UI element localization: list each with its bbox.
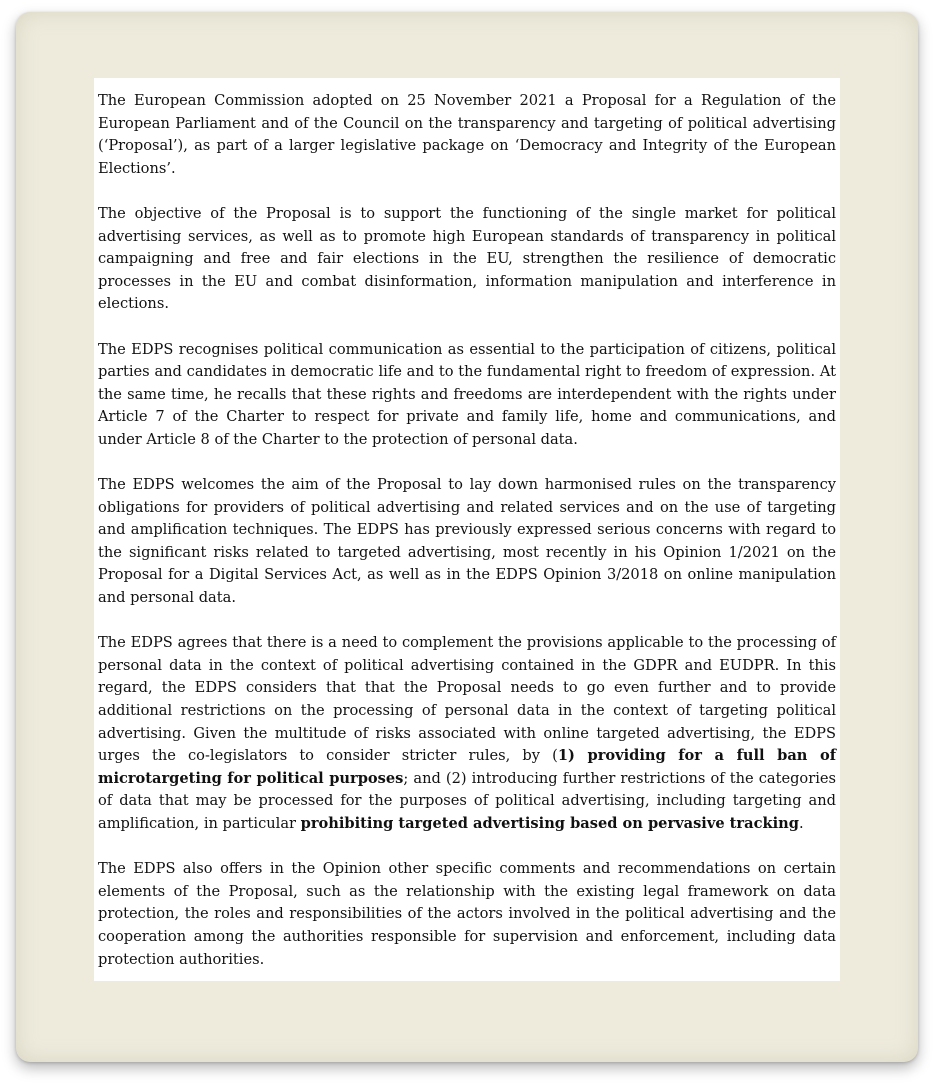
bold-recommendation-tracking: prohibiting targeted advertising based on pervasive tracking bbox=[300, 815, 799, 832]
paragraph-objective bbox=[98, 203, 836, 316]
paragraph-text: . bbox=[798, 815, 804, 832]
paragraph-political-communication bbox=[98, 339, 836, 452]
paragraph-welcomes-aim bbox=[98, 474, 836, 610]
document-body bbox=[94, 78, 840, 981]
paragraph-text: ; and (2) introducing further restrictions of the categories of data that may be processed for the purposes of political advertising, including targeting and amplification, in particular bbox=[98, 769, 836, 832]
paragraph-text: The EDPS recognises political communication as essential to the participation of citizens, political parties and candidates in democratic life and to the fundamental right to freedom of expression. At the same time, he recalls that these rights and freedoms are interdependent with the rights under Article 7 of the Charter to respect for private and family life, home and communications, and under Article 8 of the Charter to the protection of personal data. bbox=[98, 340, 836, 448]
paper-card bbox=[16, 12, 918, 1062]
paragraph-text: The objective of the Proposal is to support the functioning of the single market for political advertising services, as well as to promote high European standards of transparency in political campaigning and free and fair elections in the EU, strengthen the resilience of democratic processes in the EU and combat disinformation, information manipulation and interference in elections. bbox=[98, 204, 836, 313]
paragraph-text: The European Commission adopted on 25 November 2021 a Proposal for a Regulation of the European Parliament and of the Council on the transparency and targeting of political advertising (‘Proposal’), as part of a larger legislative package on ‘Democracy and Integrity of the European Elections’. bbox=[98, 92, 836, 177]
bold-recommendation-ban: 1) providing for a full ban of microtargeting for political purposes bbox=[98, 747, 836, 787]
paragraph-intro bbox=[98, 90, 836, 180]
paragraph-other-comments bbox=[98, 858, 836, 971]
paragraph-recommendations bbox=[98, 632, 836, 835]
paragraph-text: The EDPS agrees that there is a need to complement the provisions applicable to the processing of personal data in the context of political advertising contained in the GDPR and EUDPR. In this regard, the EDPS considers that that the Proposal needs to go even further and to provide additional restrictions on the processing of personal data in the context of targeting political advertising. Given the multitude of risks associated with online targeted advertising, the EDPS urges the co-legislators to consider stricter rules, by ( bbox=[98, 634, 836, 765]
paragraph-text: The EDPS also offers in the Opinion other specific comments and recommendations on certain elements of the Proposal, such as the relationship with the existing legal framework on data protection, the roles and responsibilities of the actors involved in the political advertising and the cooperation among the authorities responsible for supervision and enforcement, including data protection authorities. bbox=[98, 860, 836, 968]
paragraph-text: The EDPS welcomes the aim of the Proposal to lay down harmonised rules on the transparency obligations for providers of political advertising and related services and on the use of targeting and amplification techniques. The EDPS has previously expressed serious concerns with regard to the significant risks related to targeted advertising, most recently in his Opinion 1/2021 on the Proposal for a Digital Services Act, as well as in the EDPS Opinion 3/2018 on online manipulation and personal data. bbox=[98, 476, 836, 607]
